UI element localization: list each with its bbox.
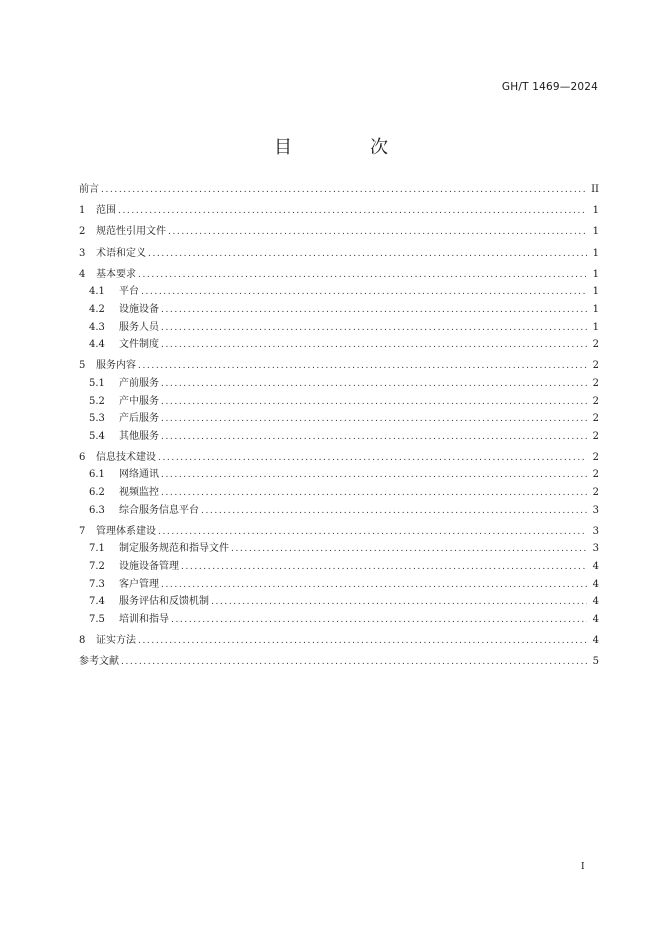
toc-entry[interactable] (79, 265, 599, 283)
toc-entry-page: 2 (592, 451, 599, 463)
toc-entry-number: 7.1 (89, 543, 105, 555)
toc-entry-label: 基本要求 (96, 268, 136, 280)
toc-entry-number: 5.1 (89, 377, 105, 389)
toc-entry[interactable] (79, 356, 599, 374)
toc-entry-label: 产中服务 (119, 395, 159, 407)
toc-entry-page: 4 (592, 578, 599, 590)
toc-dot-leader (121, 657, 587, 667)
toc-dot-leader (161, 305, 587, 315)
toc-entry-label: 平台 (119, 286, 139, 298)
toc-entry-page: 2 (592, 360, 599, 372)
toc-entry[interactable] (79, 392, 599, 410)
toc-dot-leader (101, 185, 587, 195)
toc-dot-leader (138, 636, 587, 646)
toc-entry[interactable] (79, 409, 599, 427)
toc-entry[interactable] (79, 180, 599, 198)
table-of-contents (79, 180, 599, 670)
toc-entry-number: 7.4 (89, 596, 105, 608)
toc-entry-label: 制定服务规范和指导文件 (119, 543, 229, 555)
toc-entry-label: 视频监控 (119, 487, 159, 499)
toc-entry-number: 5.3 (89, 413, 105, 425)
toc-entry-number: 4.1 (89, 286, 105, 298)
toc-dot-leader (161, 432, 587, 442)
toc-entry-label: 服务人员 (119, 321, 159, 333)
toc-dot-leader (158, 527, 587, 537)
toc-dot-leader (161, 470, 587, 480)
toc-dot-leader (181, 562, 587, 572)
toc-entry-number: 5 (79, 360, 86, 372)
toc-entry-page: 1 (592, 247, 599, 259)
toc-dot-leader (161, 580, 587, 590)
toc-dot-leader (201, 506, 587, 516)
toc-entry-label: 范围 (96, 205, 116, 217)
toc-dot-leader (161, 340, 587, 350)
toc-dot-leader (138, 361, 587, 371)
toc-entry-label: 网络通讯 (119, 469, 159, 481)
toc-entry-number: 7.2 (89, 561, 105, 573)
toc-dot-leader (158, 453, 587, 463)
toc-entry[interactable] (79, 244, 599, 262)
toc-entry-number: 5.2 (89, 395, 105, 407)
toc-entry[interactable] (79, 631, 599, 649)
toc-entry-number: 6.1 (89, 469, 105, 481)
toc-entry-page: 1 (592, 303, 599, 315)
toc-entry-number: 7 (79, 525, 86, 537)
toc-entry-number: 5.4 (89, 430, 105, 442)
toc-entry-label: 客户管理 (119, 578, 159, 590)
toc-dot-leader (141, 287, 587, 297)
toc-dot-leader (211, 597, 587, 607)
toc-entry-number: 7.3 (89, 578, 105, 590)
toc-entry[interactable] (79, 335, 599, 353)
toc-dot-leader (161, 397, 587, 407)
toc-dot-leader (171, 615, 587, 625)
toc-entry[interactable] (79, 501, 599, 519)
toc-entry[interactable] (79, 483, 599, 501)
toc-entry-page: 2 (592, 430, 599, 442)
toc-entry-page: 1 (592, 226, 599, 238)
toc-dot-leader (161, 379, 587, 389)
toc-entry-page: 4 (592, 635, 599, 646)
footer-page-number: I (581, 862, 585, 872)
toc-entry[interactable] (79, 557, 599, 575)
toc-entry-label: 培训和指导 (119, 613, 169, 625)
toc-entry-page: 2 (592, 487, 599, 499)
toc-entry-page: 2 (592, 469, 599, 481)
toc-entry-page: 4 (592, 613, 599, 625)
toc-entry-page: 1 (592, 205, 599, 217)
toc-entry-page: 1 (592, 268, 599, 280)
toc-entry-label: 规范性引用文件 (96, 226, 166, 238)
toc-entry-number: 8 (79, 635, 86, 646)
toc-dot-leader (161, 414, 587, 424)
toc-entry[interactable] (79, 539, 599, 557)
toc-entry-page: 2 (592, 339, 599, 351)
toc-dot-leader (118, 206, 587, 216)
toc-entry-label: 术语和定义 (96, 247, 146, 259)
toc-entry-number: 6.2 (89, 487, 105, 499)
toc-entry-page: 2 (592, 413, 599, 425)
toc-entry[interactable] (79, 465, 599, 483)
toc-entry[interactable] (79, 448, 599, 466)
toc-entry[interactable] (79, 522, 599, 540)
toc-entry[interactable] (79, 282, 599, 300)
toc-entry-label: 设施设备 (119, 303, 159, 315)
toc-entry-label: 综合服务信息平台 (119, 504, 199, 516)
toc-entry[interactable] (79, 374, 599, 392)
toc-entry-label: 其他服务 (119, 430, 159, 442)
toc-entry[interactable] (79, 592, 599, 610)
toc-entry-number: 3 (79, 247, 86, 259)
toc-entry-label: 产后服务 (119, 413, 159, 425)
toc-entry-page: 3 (592, 504, 599, 516)
toc-entry-number: 6 (79, 451, 86, 463)
toc-entry-label: 参考文献 (79, 656, 119, 668)
toc-entry[interactable] (79, 318, 599, 336)
toc-entry[interactable] (79, 222, 599, 240)
toc-entry-page: 2 (592, 377, 599, 389)
toc-entry-label: 设施设备管理 (119, 561, 179, 573)
toc-entry-number: 7.5 (89, 613, 105, 625)
toc-entry-page: 5 (592, 656, 599, 668)
toc-entry-label: 产前服务 (119, 377, 159, 389)
toc-dot-leader (148, 249, 587, 259)
toc-title: 目 次 (274, 137, 418, 158)
toc-entry[interactable] (79, 201, 599, 219)
toc-dot-leader (161, 488, 587, 498)
toc-entry-label: 服务内容 (96, 360, 136, 372)
toc-entry-page: 2 (592, 395, 599, 407)
toc-entry-number: 4 (79, 268, 86, 280)
toc-entry-label: 证实方法 (96, 635, 136, 646)
toc-entry[interactable] (79, 575, 599, 593)
toc-dot-leader (138, 270, 587, 280)
toc-dot-leader (231, 544, 587, 554)
toc-entry[interactable] (79, 300, 599, 318)
toc-entry[interactable] (79, 652, 599, 670)
toc-entry-number: 4.3 (89, 321, 105, 333)
toc-entry-page: 3 (592, 543, 599, 555)
toc-entry-number: 2 (79, 226, 86, 238)
standard-code: GH/T 1469—2024 (501, 81, 598, 93)
toc-dot-leader (168, 227, 587, 237)
toc-entry-page: 1 (592, 321, 599, 333)
toc-entry-label: 管理体系建设 (96, 525, 156, 537)
toc-entry-number: 6.3 (89, 504, 105, 516)
toc-entry[interactable] (79, 427, 599, 445)
toc-entry-page: 4 (592, 596, 599, 608)
toc-entry-label: 服务评估和反馈机制 (119, 596, 209, 608)
toc-entry-page: II (591, 184, 599, 195)
toc-entry-page: 4 (592, 561, 599, 573)
toc-entry-number: 1 (79, 205, 86, 217)
toc-entry-label: 信息技术建设 (96, 451, 156, 463)
toc-entry-label: 前言 (79, 184, 99, 195)
toc-entry-page: 3 (592, 525, 599, 537)
toc-entry-page: 1 (592, 286, 599, 298)
toc-entry-number: 4.4 (89, 339, 105, 351)
toc-entry-number: 4.2 (89, 303, 105, 315)
toc-dot-leader (161, 323, 587, 333)
toc-entry[interactable] (79, 610, 599, 628)
toc-entry-label: 文件制度 (119, 339, 159, 351)
